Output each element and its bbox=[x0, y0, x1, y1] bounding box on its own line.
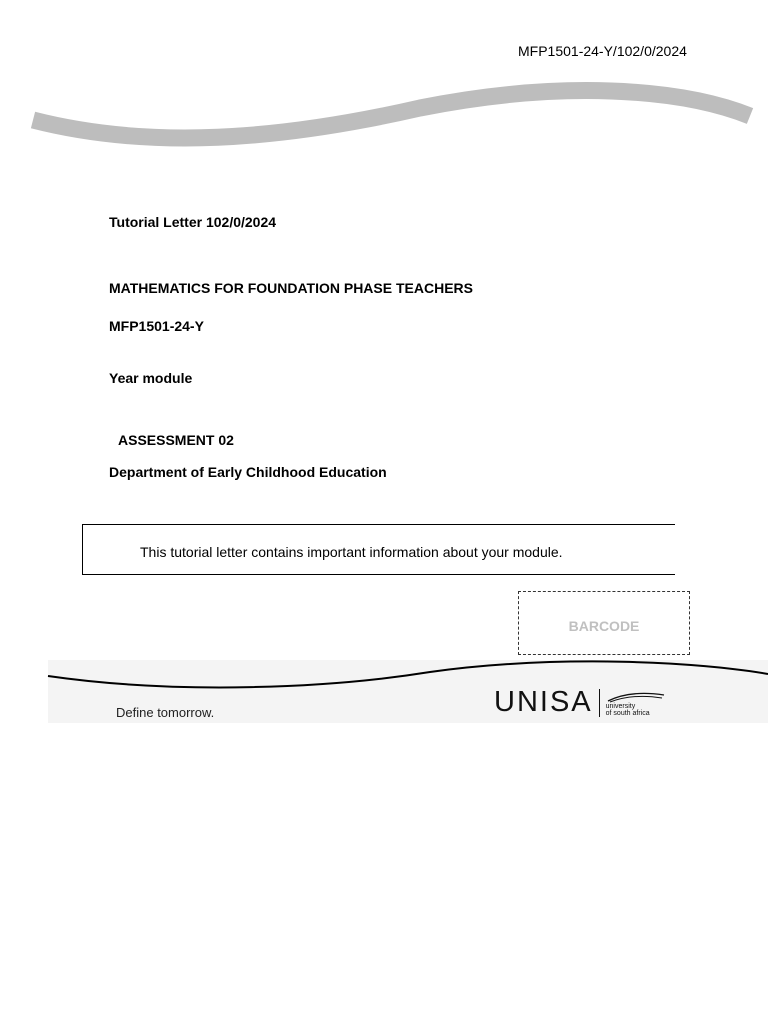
footer-tagline: Define tomorrow. bbox=[116, 705, 215, 720]
module-code: MFP1501-24-Y bbox=[109, 318, 204, 334]
info-box bbox=[82, 524, 675, 575]
logo-divider bbox=[599, 689, 600, 717]
unisa-logo bbox=[494, 688, 666, 717]
barcode-label: BARCODE bbox=[568, 618, 640, 634]
logo-emblem bbox=[606, 689, 666, 717]
module-title: MATHEMATICS FOR FOUNDATION PHASE TEACHERS bbox=[109, 280, 473, 296]
decorative-swoosh bbox=[0, 0, 768, 170]
document-code: MFP1501-24-Y/102/0/2024 bbox=[518, 43, 687, 59]
logo-swoosh-icon bbox=[606, 691, 666, 703]
logo-wordmark: UNISA bbox=[494, 686, 593, 718]
tutorial-letter-title: Tutorial Letter 102/0/2024 bbox=[109, 214, 277, 230]
department-name: Department of Early Childhood Education bbox=[109, 464, 387, 480]
assessment-label: ASSESSMENT 02 bbox=[118, 432, 234, 448]
logo-subtext-1: university bbox=[605, 702, 636, 710]
module-type: Year module bbox=[109, 370, 193, 386]
info-box-text: This tutorial letter contains important information about your module. bbox=[140, 544, 563, 560]
logo-subtext-2: of south africa bbox=[605, 709, 650, 717]
barcode-placeholder bbox=[518, 591, 690, 655]
